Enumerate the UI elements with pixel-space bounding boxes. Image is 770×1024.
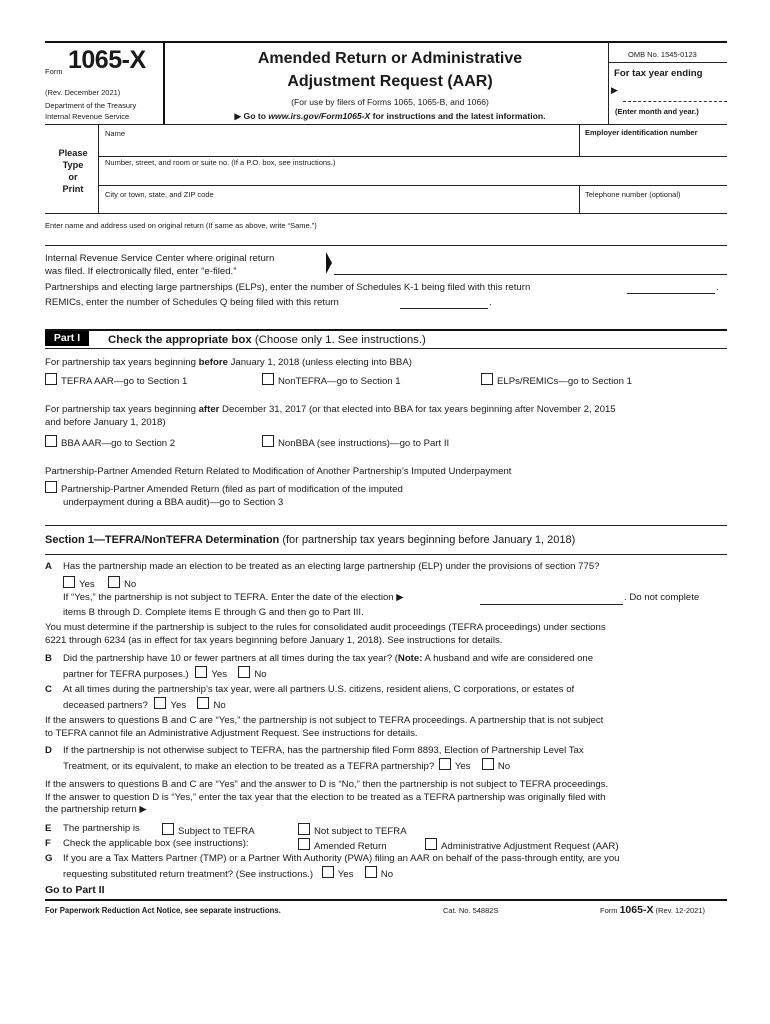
q-count-field[interactable] [400, 308, 488, 309]
partnership-partner-heading: Partnership-Partner Amended Return Related to Modification of Another Partnership’s Imputed Underpayment [45, 466, 512, 477]
ein-label: Employer identification number [585, 128, 698, 137]
checkbox-aar[interactable] [425, 838, 437, 850]
tefra-election-year-field[interactable] [168, 804, 723, 816]
checkbox-subject-tefra[interactable] [162, 823, 174, 835]
item-g-question: If you are a Tax Matters Partner (TMP) or a Partner With Authority (PWA) filing an AAR on behalf of the pass-through entity, are you requesting substituted return treatment? (See instructions.) Yes No [63, 853, 620, 880]
form-title: Amended Return or Administrative Adjustment Request (AAR) [257, 50, 523, 90]
tefra-rules-note: You must determine if the partnership is subject to the rules for consolidated audit proceedings (TEFRA proceedings) under sections 6221 through 6234 (as in effect for tax years beginning before January 1, 2018). See instructions for details. [45, 622, 606, 646]
tax-year-arrow-icon: ▶ [611, 85, 618, 95]
item-f-text: Check the applicable box (see instructions): [63, 838, 249, 849]
part1-tag: Part I [45, 331, 89, 346]
checkbox-a-yes[interactable] [63, 576, 75, 588]
go-to-part2: Go to Part II [45, 884, 105, 896]
elp-k1-label: Partnerships and electing large partnerships (ELPs), enter the number of Schedules K-1 being filed with this return [45, 282, 531, 293]
item-d-letter: D [45, 745, 52, 756]
checkbox-nonbba[interactable] [262, 435, 274, 447]
bc-yes-note: If the answers to questions B and C are “Yes,” the partnership is not subject to TEFRA proceedings. A partnership that is not subject to TEFRA cannot file an Administrative Adjustment Request. See instructions for details. [45, 715, 604, 739]
item-a-question: Has the partnership made an election to be treated as an electing large partnership (ELP) under the provisions of section 775? [63, 561, 600, 572]
item-a-letter: A [45, 561, 52, 572]
option-amended-return[interactable]: Amended Return [298, 838, 387, 854]
phone-field[interactable] [581, 199, 727, 211]
item-a-items-note: items B through D. Complete items E through G and then go to Part III. [63, 607, 364, 618]
tax-year-hint: (Enter month and year.) [615, 107, 699, 116]
original-name-field[interactable] [45, 232, 727, 244]
irs-name: Internal Revenue Service [45, 112, 130, 121]
phone-label: Telephone number (optional) [585, 190, 681, 199]
item-b-question: Did the partnership have 10 or fewer partners at all times during the tax year? (Note: A husband and wife are considered one partner for TEFRA purposes.) Yes No [63, 653, 594, 680]
service-center-label: Internal Revenue Service Center where original return was filed. If electronically filed, enter “e-filed.” [45, 253, 275, 277]
option-nontefra[interactable]: NonTEFRA—go to Section 1 [262, 373, 401, 389]
item-c-letter: C [45, 684, 52, 695]
original-name-note: Enter name and address used on original return (If same as above, write “Same.”) [45, 221, 317, 230]
checkbox-g-yes[interactable] [322, 866, 334, 878]
item-e-text: The partnership is [63, 823, 140, 834]
department: Department of the Treasury [45, 101, 137, 110]
k1-count-field[interactable] [627, 293, 715, 294]
city-label: City or town, state, and ZIP code [105, 190, 214, 199]
checkbox-not-subject-tefra[interactable] [298, 823, 310, 835]
item-a-answers: Yes No [63, 576, 136, 592]
option-elps-remics[interactable]: ELPs/REMICs—go to Section 1 [481, 373, 632, 389]
checkbox-a-no[interactable] [108, 576, 120, 588]
city-field[interactable] [100, 199, 577, 211]
remic-q-label: REMICs, enter the number of Schedules Q being filed with this return [45, 297, 339, 308]
goto-instructions: ▶ Go to www.irs.gov/Form1065-X for instructions and the latest information. [234, 111, 546, 121]
option-nonbba[interactable]: NonBBA (see instructions)—go to Part II [262, 435, 449, 451]
option-subject-tefra[interactable]: Subject to TEFRA [162, 823, 255, 839]
service-center-field[interactable] [336, 252, 726, 272]
after-2017-heading: For partnership tax years beginning after December 31, 2017 (or that elected into BBA for tax years beginning after November 2, 2015 and before January 1, 2018) [45, 404, 616, 428]
before-2018-heading: For partnership tax years beginning before January 1, 2018 (unless electing into BBA) [45, 357, 412, 368]
item-e-letter: E [45, 823, 52, 834]
section1-title: Section 1—TEFRA/NonTEFRA Determination (for partnership tax years beginning before January 1, 2018) [45, 534, 576, 546]
revision-date: (Rev. December 2021) [45, 88, 121, 97]
item-c-question: At all times during the partnership’s tax year, were all partners U.S. citizens, resident aliens, C corporations, or estates of deceased partners? Yes No [63, 684, 575, 711]
checkbox-d-yes[interactable] [439, 758, 451, 770]
item-b-letter: B [45, 653, 52, 664]
form-word: Form [45, 67, 63, 76]
tax-year-label: For tax year ending [614, 68, 703, 79]
item-a-if-yes: If “Yes,” the partnership is not subject to TEFRA. Enter the date of the election ▶ [63, 592, 404, 603]
part1-title: Check the appropriate box (Choose only 1. See instructions.) [108, 334, 426, 346]
ein-field[interactable] [581, 137, 727, 154]
item-d-question: If the partnership is not otherwise subject to TEFRA, has the partnership filed Form 8893, Election of Partnership Level Tax Treatment, or its equivalent, to make an election to be treated as a TEFRA partnership? Yes No [63, 745, 584, 772]
checkbox-elps-remics[interactable] [481, 373, 493, 385]
item-g-letter: G [45, 853, 53, 864]
item-f-letter: F [45, 838, 51, 849]
checkbox-d-no[interactable] [482, 758, 494, 770]
tax-year-input[interactable] [623, 101, 727, 102]
checkbox-b-no[interactable] [238, 666, 250, 678]
arrow-right-icon [326, 252, 332, 274]
checkbox-nontefra[interactable] [262, 373, 274, 385]
form-number: 1065-X [68, 46, 146, 74]
checkbox-b-yes[interactable] [195, 666, 207, 678]
election-date-field[interactable] [480, 604, 623, 605]
paperwork-notice: For Paperwork Reduction Act Notice, see separate instructions. [45, 906, 281, 915]
checkbox-tefra-aar[interactable] [45, 373, 57, 385]
name-field[interactable] [100, 137, 577, 154]
form-subtitle: (For use by filers of Forms 1065, 1065-B, and 1066) [291, 97, 489, 107]
checkbox-c-no[interactable] [197, 697, 209, 709]
instructions-url[interactable]: www.irs.gov/Form1065-X [268, 111, 371, 121]
street-label: Number, street, and room or suite no. (If a P.O. box, see instructions.) [105, 158, 336, 167]
option-not-subject-tefra[interactable]: Not subject to TEFRA [298, 823, 407, 839]
checkbox-c-yes[interactable] [154, 697, 166, 709]
checkbox-amended-return[interactable] [298, 838, 310, 850]
omb-number: OMB No. 1545-0123 [628, 50, 697, 59]
footer-form-id: Form 1065-X (Rev. 12-2021) [600, 904, 706, 916]
option-bba-aar[interactable]: BBA AAR—go to Section 2 [45, 435, 175, 451]
option-partnership-partner[interactable]: Partnership-Partner Amended Return (filed as part of modification of the imputed underpayment during a BBA audit)—go to Section 3 [45, 481, 403, 509]
name-label: Name [105, 129, 126, 138]
checkbox-bba-aar[interactable] [45, 435, 57, 447]
checkbox-g-no[interactable] [365, 866, 377, 878]
checkbox-partnership-partner[interactable] [45, 481, 57, 493]
option-aar[interactable]: Administrative Adjustment Request (AAR) [425, 838, 619, 854]
please-type-print: Please Type or Print [58, 148, 88, 194]
option-tefra-aar[interactable]: TEFRA AAR—go to Section 1 [45, 373, 187, 389]
bcd-note: If the answers to questions B and C are “Yes” and the answer to D is “No,” then the partnership is not subject to TEFRA proceedings. If the answer to question D is “Yes,” enter the tax year that the election to be treated as a TEFRA partnership was originally filed with the partnership return ▶ [45, 779, 609, 815]
street-field[interactable] [100, 168, 725, 183]
arrow-right-icon: ▶ [139, 804, 147, 815]
catalog-number: Cat. No. 54882S [443, 906, 499, 915]
